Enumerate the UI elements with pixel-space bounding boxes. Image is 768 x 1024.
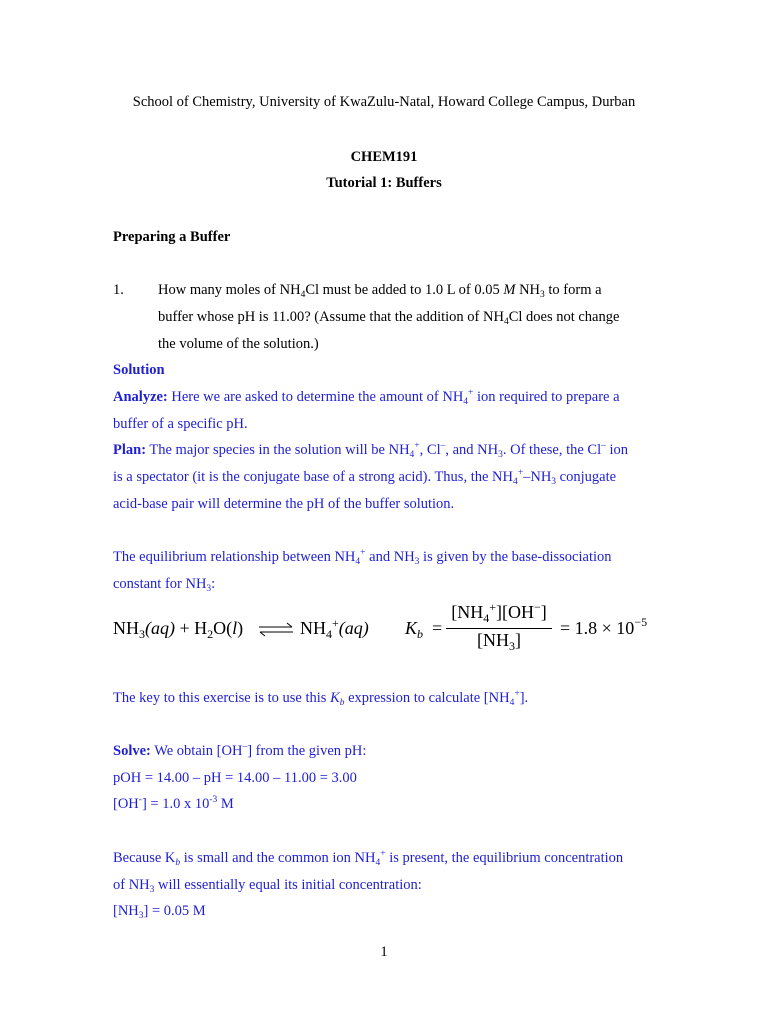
equation-products: $NH_4^+(aq)$	[300, 616, 369, 641]
oh-concentration-line: [OH-] = 1.0 x $10^{-3}$ M	[113, 795, 234, 812]
because-line-1: Because $K_b$ is small and the common ion $NH_4^+$ is present, the equilibrium concentration	[113, 849, 624, 868]
plan-line-2: is a spectator (it is the conjugate base of a strong acid). Thus, the $NH_4^+-NH_3$ conjugate	[113, 468, 617, 487]
analyze-line-1: Analyze: Here we are asked to determine the amount of $NH_4^+$ ion required to prepare a	[113, 388, 620, 407]
fraction-bar	[446, 628, 552, 629]
equals-sign: =	[432, 618, 443, 638]
section-title: Preparing a Buffer	[113, 229, 231, 245]
equation-reactants: $NH_3(aq) + H_2O(l)$	[113, 618, 244, 641]
tutorial-title: Tutorial 1: Buffers	[326, 175, 442, 191]
solution-heading: Solution	[113, 362, 165, 378]
solve-line: Solve: We obtain [OH–] from the given pH:	[113, 742, 367, 759]
question-number: 1.	[113, 282, 124, 298]
analyze-line-2: buffer of a specific pH.	[113, 416, 248, 432]
question-line-2: buffer whose pH is 11.00? (Assume that the addition of $NH_4Cl$ does not change	[158, 309, 620, 327]
key-line: The key to this exercise is to use this $K_b$ expression to calculate $[NH_4^+]$.	[113, 689, 529, 708]
institution-header: School of Chemistry, University of KwaZulu-Natal, Howard College Campus, Durban	[132, 94, 636, 110]
question-line-3: the volume of the solution.)	[158, 336, 319, 352]
because-line-2: of $NH_3$ will essentially equal its initial concentration:	[113, 877, 422, 895]
question-line-1: How many moles of $NH_4Cl$ must be added to 1.0 L of 0.05 M $NH_3$ to form a	[158, 282, 602, 300]
nh3-concentration-line: $[NH_3] = 0.05$ M	[113, 903, 206, 921]
kb-symbol: $K_b$	[405, 618, 424, 641]
kb-numerator: $[NH_4^+][OH^-]$	[451, 600, 547, 625]
plan-line-3: acid-base pair will determine the pH of the buffer solution.	[113, 496, 455, 512]
poh-line: pOH = 14.00 – pH = 14.00 – 11.00 = 3.00	[113, 770, 357, 786]
plan-line-1: Plan: The major species in the solution will be $NH_4^+$, Cl–, and $NH_3$. Of these, the Cl– ion	[113, 441, 629, 460]
equilibrium-line-2: constant for $NH_3$:	[113, 576, 216, 594]
equilibrium-arrow-icon	[258, 622, 294, 638]
equilibrium-line-1: The equilibrium relationship between $NH_4^+$ and $NH_3$ is given by the base-dissociation	[113, 548, 612, 567]
kb-value: = $1.8 \times 10^{-5}$	[560, 615, 648, 638]
kb-denominator: $[NH_3]$	[477, 630, 521, 653]
page-number: 1	[380, 944, 388, 960]
course-code: CHEM191	[350, 149, 418, 165]
